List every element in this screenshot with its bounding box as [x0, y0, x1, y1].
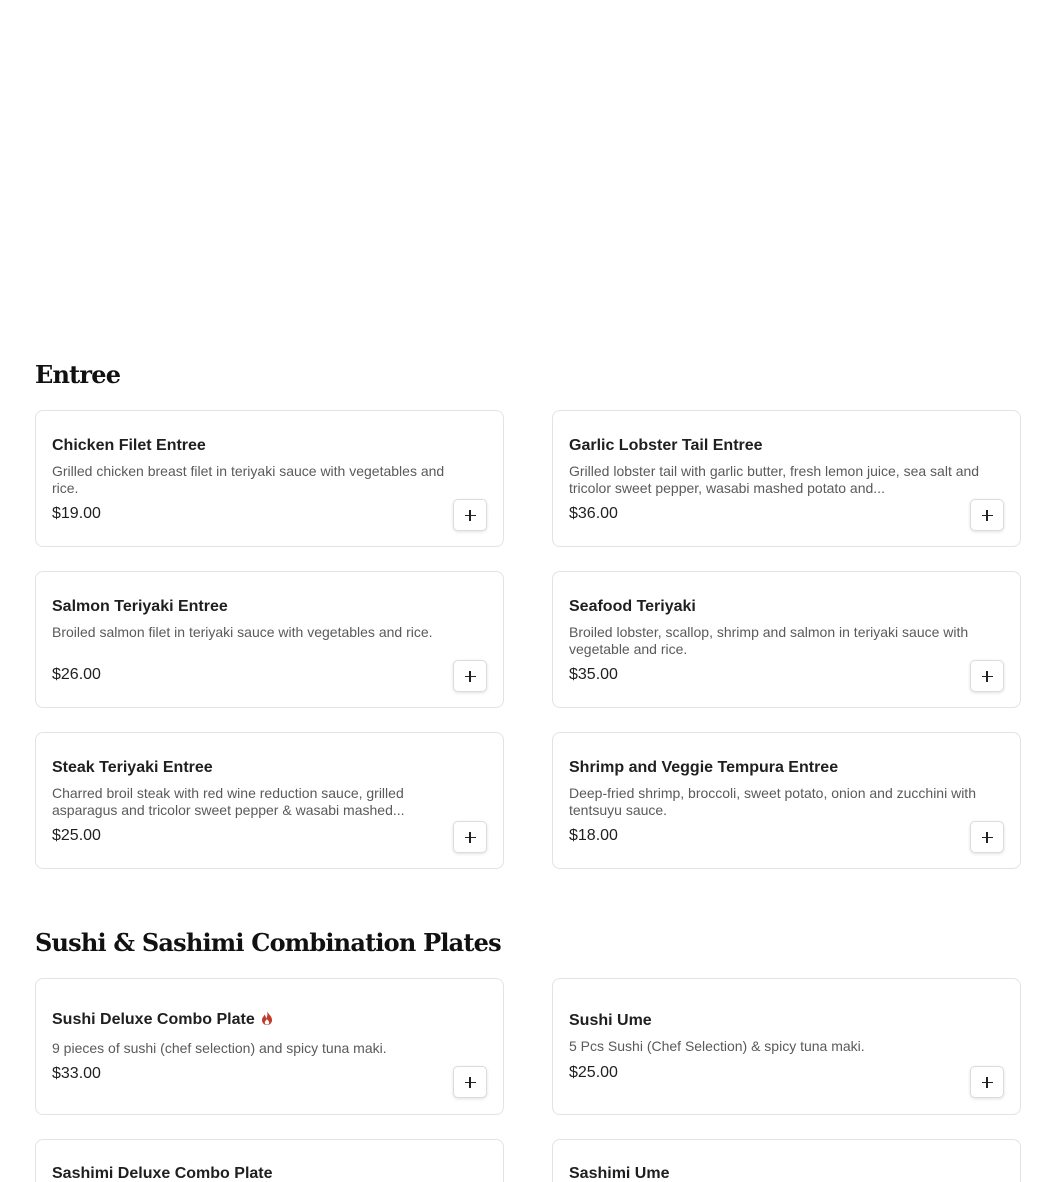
flame-icon — [261, 1011, 273, 1030]
item-name: Steak Teriyaki Entree — [52, 759, 213, 776]
plus-icon — [465, 832, 476, 843]
item-price: $25.00 — [52, 827, 101, 844]
item-description: Charred broil steak with red wine reduction sauce, grilled asparagus and tricolor sweet pepper & wasabi mashed... — [52, 785, 405, 818]
menu-item-card[interactable] — [35, 410, 504, 547]
item-price: $26.00 — [52, 666, 101, 683]
add-to-cart-button[interactable] — [970, 1066, 1004, 1098]
item-name: Sashimi Deluxe Combo Plate — [52, 1165, 273, 1182]
item-name: Sushi Ume — [569, 1012, 652, 1029]
add-to-cart-button[interactable] — [970, 821, 1004, 853]
add-to-cart-button[interactable] — [453, 1066, 487, 1098]
plus-icon — [982, 510, 993, 521]
item-name: Shrimp and Veggie Tempura Entree — [569, 759, 839, 776]
plus-icon — [982, 671, 993, 682]
menu-item-card[interactable] — [552, 571, 1021, 708]
item-name: Chicken Filet Entree — [52, 437, 206, 454]
plus-icon — [465, 1077, 476, 1088]
item-description: 9 pieces of sushi (chef selection) and spicy tuna maki. — [52, 1040, 387, 1056]
item-price: $18.00 — [569, 827, 618, 844]
add-to-cart-button[interactable] — [453, 499, 487, 531]
add-to-cart-button[interactable] — [970, 660, 1004, 692]
menu-item-card[interactable] — [35, 978, 504, 1115]
item-name: Sushi Deluxe Combo Plate — [52, 1011, 255, 1028]
item-description: Broiled salmon filet in teriyaki sauce with vegetables and rice. — [52, 624, 433, 640]
plus-icon — [982, 1077, 993, 1088]
item-description: Deep-fried shrimp, broccoli, sweet potato, onion and zucchini with tentsuyu sauce. — [569, 785, 976, 818]
plus-icon — [982, 832, 993, 843]
plus-icon — [465, 510, 476, 521]
menu-item-card[interactable] — [552, 732, 1021, 869]
menu-item-card[interactable] — [35, 732, 504, 869]
item-price: $25.00 — [569, 1064, 618, 1081]
item-name-row — [52, 1011, 273, 1030]
item-price: $35.00 — [569, 666, 618, 683]
item-description: Grilled lobster tail with garlic butter, fresh lemon juice, sea salt and tricolor sweet pepper, wasabi mashed potato and... — [569, 463, 980, 496]
add-to-cart-button[interactable] — [453, 821, 487, 853]
item-name: Garlic Lobster Tail Entree — [569, 437, 763, 454]
add-to-cart-button[interactable] — [970, 499, 1004, 531]
item-description: Grilled chicken breast filet in teriyaki sauce with vegetables and rice. — [52, 463, 445, 496]
item-price: $33.00 — [52, 1065, 101, 1082]
item-description: Broiled lobster, scallop, shrimp and salmon in teriyaki sauce with vegetable and rice. — [569, 624, 969, 657]
add-to-cart-button[interactable] — [453, 660, 487, 692]
section-title-entree: Entree — [35, 360, 121, 389]
menu-item-card[interactable] — [552, 410, 1021, 547]
plus-icon — [465, 671, 476, 682]
item-name: Salmon Teriyaki Entree — [52, 598, 228, 615]
menu-item-card[interactable] — [552, 978, 1021, 1115]
section-title-sushi-sashimi: Sushi & Sashimi Combination Plates — [35, 928, 501, 957]
item-name: Seafood Teriyaki — [569, 598, 696, 615]
item-price: $19.00 — [52, 505, 101, 522]
menu-item-card[interactable] — [35, 571, 504, 708]
item-price: $36.00 — [569, 505, 618, 522]
item-name: Sashimi Ume — [569, 1165, 670, 1182]
menu-item-card[interactable] — [35, 1139, 504, 1182]
menu-item-card[interactable] — [552, 1139, 1021, 1182]
item-description: 5 Pcs Sushi (Chef Selection) & spicy tuna maki. — [569, 1038, 865, 1054]
